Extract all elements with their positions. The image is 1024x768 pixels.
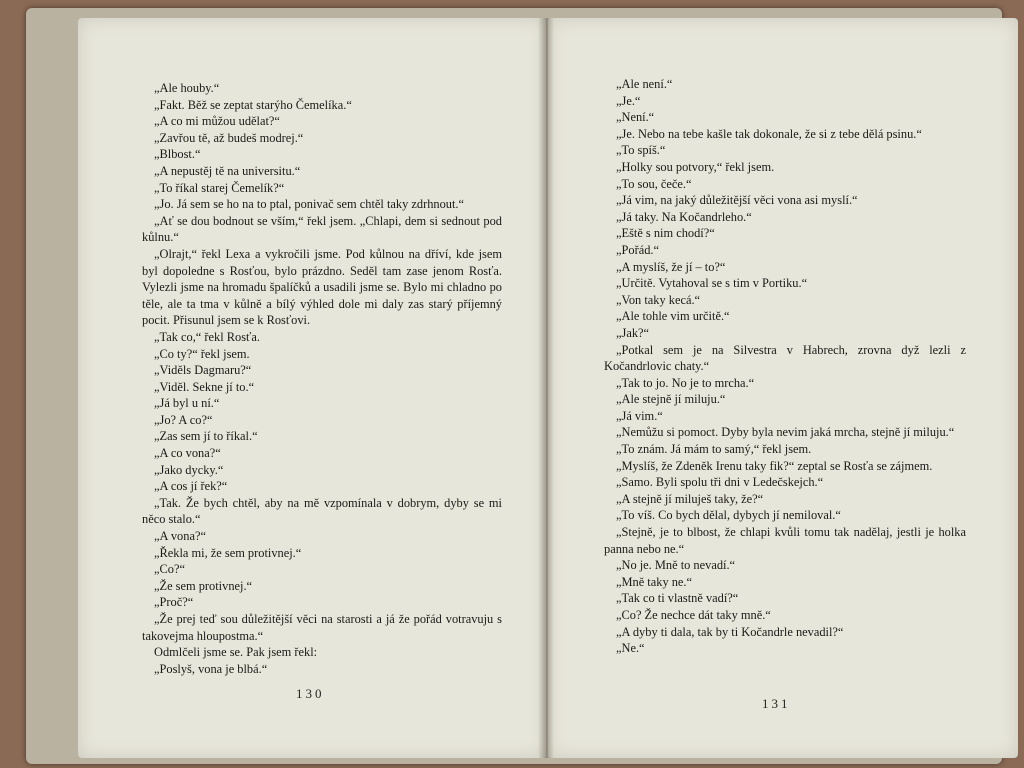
book-gutter [538, 18, 554, 758]
paragraph: „A vona?“ [154, 529, 206, 544]
paragraph: „Fakt. Běž se zeptat starýho Čemelíka.“ [154, 97, 352, 112]
paragraph: „Co? Že nechce dát taky mně.“ [616, 608, 771, 622]
paragraph: „No je. Mně to nevadí.“ [616, 558, 736, 573]
paragraph: „Že sem protivnej.“ [154, 578, 253, 593]
paragraph: „A stejně jí miluješ taky, že?“ [616, 491, 764, 506]
paragraph: „Tak co,“ řekl Rosťa. [154, 329, 260, 344]
paragraph: „Tak to jo. No je to mrcha.“ [616, 375, 755, 390]
right-page [548, 18, 1018, 758]
paragraph: „To sou, čeče.“ [616, 176, 692, 191]
paragraph: „Určitě. Vytahoval se s tim v Portiku.“ [616, 276, 808, 291]
left-page-text [142, 80, 502, 677]
paragraph: „Ať se dou bodnout se vším,“ řekl jsem. „Chlapi, dem si sednout pod kůlnu.“ [142, 213, 502, 245]
paragraph: „Nemůžu si pomoct. Dyby byla nevim jaká mrcha, stejně jí miluju.“ [616, 425, 955, 440]
paragraph: „Pořád.“ [616, 242, 660, 257]
paragraph: „Mně taky ne.“ [616, 574, 693, 589]
paragraph: „Je. Nebo na tebe kašle tak dokonale, že si z tebe dělá psinu.“ [616, 126, 922, 141]
paragraph: „Ne.“ [616, 641, 645, 656]
paragraph: „Řekla mi, že sem protivnej.“ [154, 545, 302, 560]
paragraph: „A co vona?“ [154, 446, 221, 461]
paragraph: „Von taky kecá.“ [616, 292, 701, 307]
left-page-number: 130 [296, 686, 325, 701]
paragraph: „Co ty?“ řekl jsem. [154, 346, 250, 361]
paragraph: „Že prej teď sou důležitější věci na starosti a já že pořád votravuju s takovejma hloupostma.“ [142, 612, 502, 643]
paragraph: „Jak?“ [616, 325, 650, 340]
paragraph: „Eště s nim chodí?“ [616, 226, 715, 241]
paragraph: Odmlčeli jsme se. Pak jsem řekl: [154, 645, 318, 660]
paragraph: „Ale není.“ [616, 77, 673, 91]
paragraph: „A nepustěj tě na universitu.“ [154, 163, 301, 178]
paragraph: „Tak co ti vlastně vadí?“ [616, 591, 739, 606]
paragraph: „Holky sou potvory,“ řekl jsem. [616, 159, 775, 174]
paragraph: „Blbost.“ [154, 147, 201, 162]
paragraph: „Tak. Že bych chtěl, aby na mě vzpomínala v dobrym, dyby se mi něco stalo.“ [142, 495, 502, 527]
paragraph: „Já vim.“ [616, 408, 663, 423]
left-page [78, 18, 546, 758]
paragraph: „Jo. Já sem se ho na to ptal, ponivač sem chtěl taky zdrhnout.“ [154, 197, 465, 212]
paragraph: „Zas sem jí to říkal.“ [154, 429, 258, 444]
paragraph: „A co mi můžou udělat?“ [154, 114, 280, 129]
paragraph: „To říkal starej Čemelík?“ [154, 180, 285, 195]
paragraph: „Zavřou tě, až budeš modrej.“ [154, 130, 304, 145]
paragraph: „To víš. Co bych dělal, dybych jí nemiloval.“ [616, 508, 841, 523]
paragraph: „A myslíš, že jí – to?“ [616, 259, 726, 274]
paragraph: „Samo. Byli spolu tři dni v Ledečskejch.“ [616, 475, 824, 490]
paragraph: „Proč?“ [154, 595, 194, 610]
paragraph: „A dyby ti dala, tak by ti Kočandrle nevadil?“ [616, 624, 844, 639]
paragraph: „Ale stejně jí miluju.“ [616, 392, 726, 407]
paragraph: „Je.“ [616, 93, 641, 108]
paragraph: „Olrajt,“ řekl Lexa a vykročili jsme. Pod kůlnou na dříví, kde jsem byl dopoledne s Rosťou, bylo prázdno. Seděl tam zase jenom Rosťa. Vylezli jsme na hromadu špalíčků a usadili jsme se. Bylo mi chladno po těle, ale ta tma v kůlně a bílý výhled dole mi daly zas starý příjemný pocit. Přisunul jsem se k Rosťovi. [142, 246, 502, 328]
paragraph: „Ale tohle vim určitě.“ [616, 309, 730, 324]
paragraph: „Myslíš, že Zdeněk Irenu taky fik?“ zeptal se Rosťa se zájmem. [616, 458, 933, 473]
paragraph: „To znám. Já mám to samý,“ řekl jsem. [616, 442, 812, 457]
paragraph: „Viděls Dagmaru?“ [154, 363, 252, 378]
paragraph: „Já vim, na jaký důležitější věci vona asi myslí.“ [616, 193, 858, 208]
paragraph: „Není.“ [616, 110, 655, 125]
paragraph: „Já byl u ní.“ [154, 396, 220, 411]
open-book [26, 8, 1002, 764]
paragraph: „Jako dycky.“ [154, 462, 224, 477]
paragraph: „Co?“ [154, 562, 185, 577]
paragraph: „Poslyš, vona je blbá.“ [154, 661, 268, 676]
paragraph: „A cos jí řek?“ [154, 479, 228, 494]
paragraph: „To spíš.“ [616, 143, 666, 158]
paragraph: „Stejně, je to blbost, že chlapi kvůli tomu tak nadělaj, jestli je holka panna nebo ne.“ [604, 525, 966, 556]
right-page-text [604, 76, 966, 657]
paragraph: „Viděl. Sekne jí to.“ [154, 379, 255, 394]
paragraph: „Potkal sem je na Silvestra v Habrech, zrovna dyž lezli z Kočandrlovic chaty.“ [604, 342, 966, 374]
paragraph: „Já taky. Na Kočandrleho.“ [616, 209, 752, 224]
paragraph: „Ale houby.“ [154, 81, 220, 95]
right-page-number: 131 [762, 696, 791, 711]
paragraph: „Jo? A co?“ [154, 412, 213, 427]
